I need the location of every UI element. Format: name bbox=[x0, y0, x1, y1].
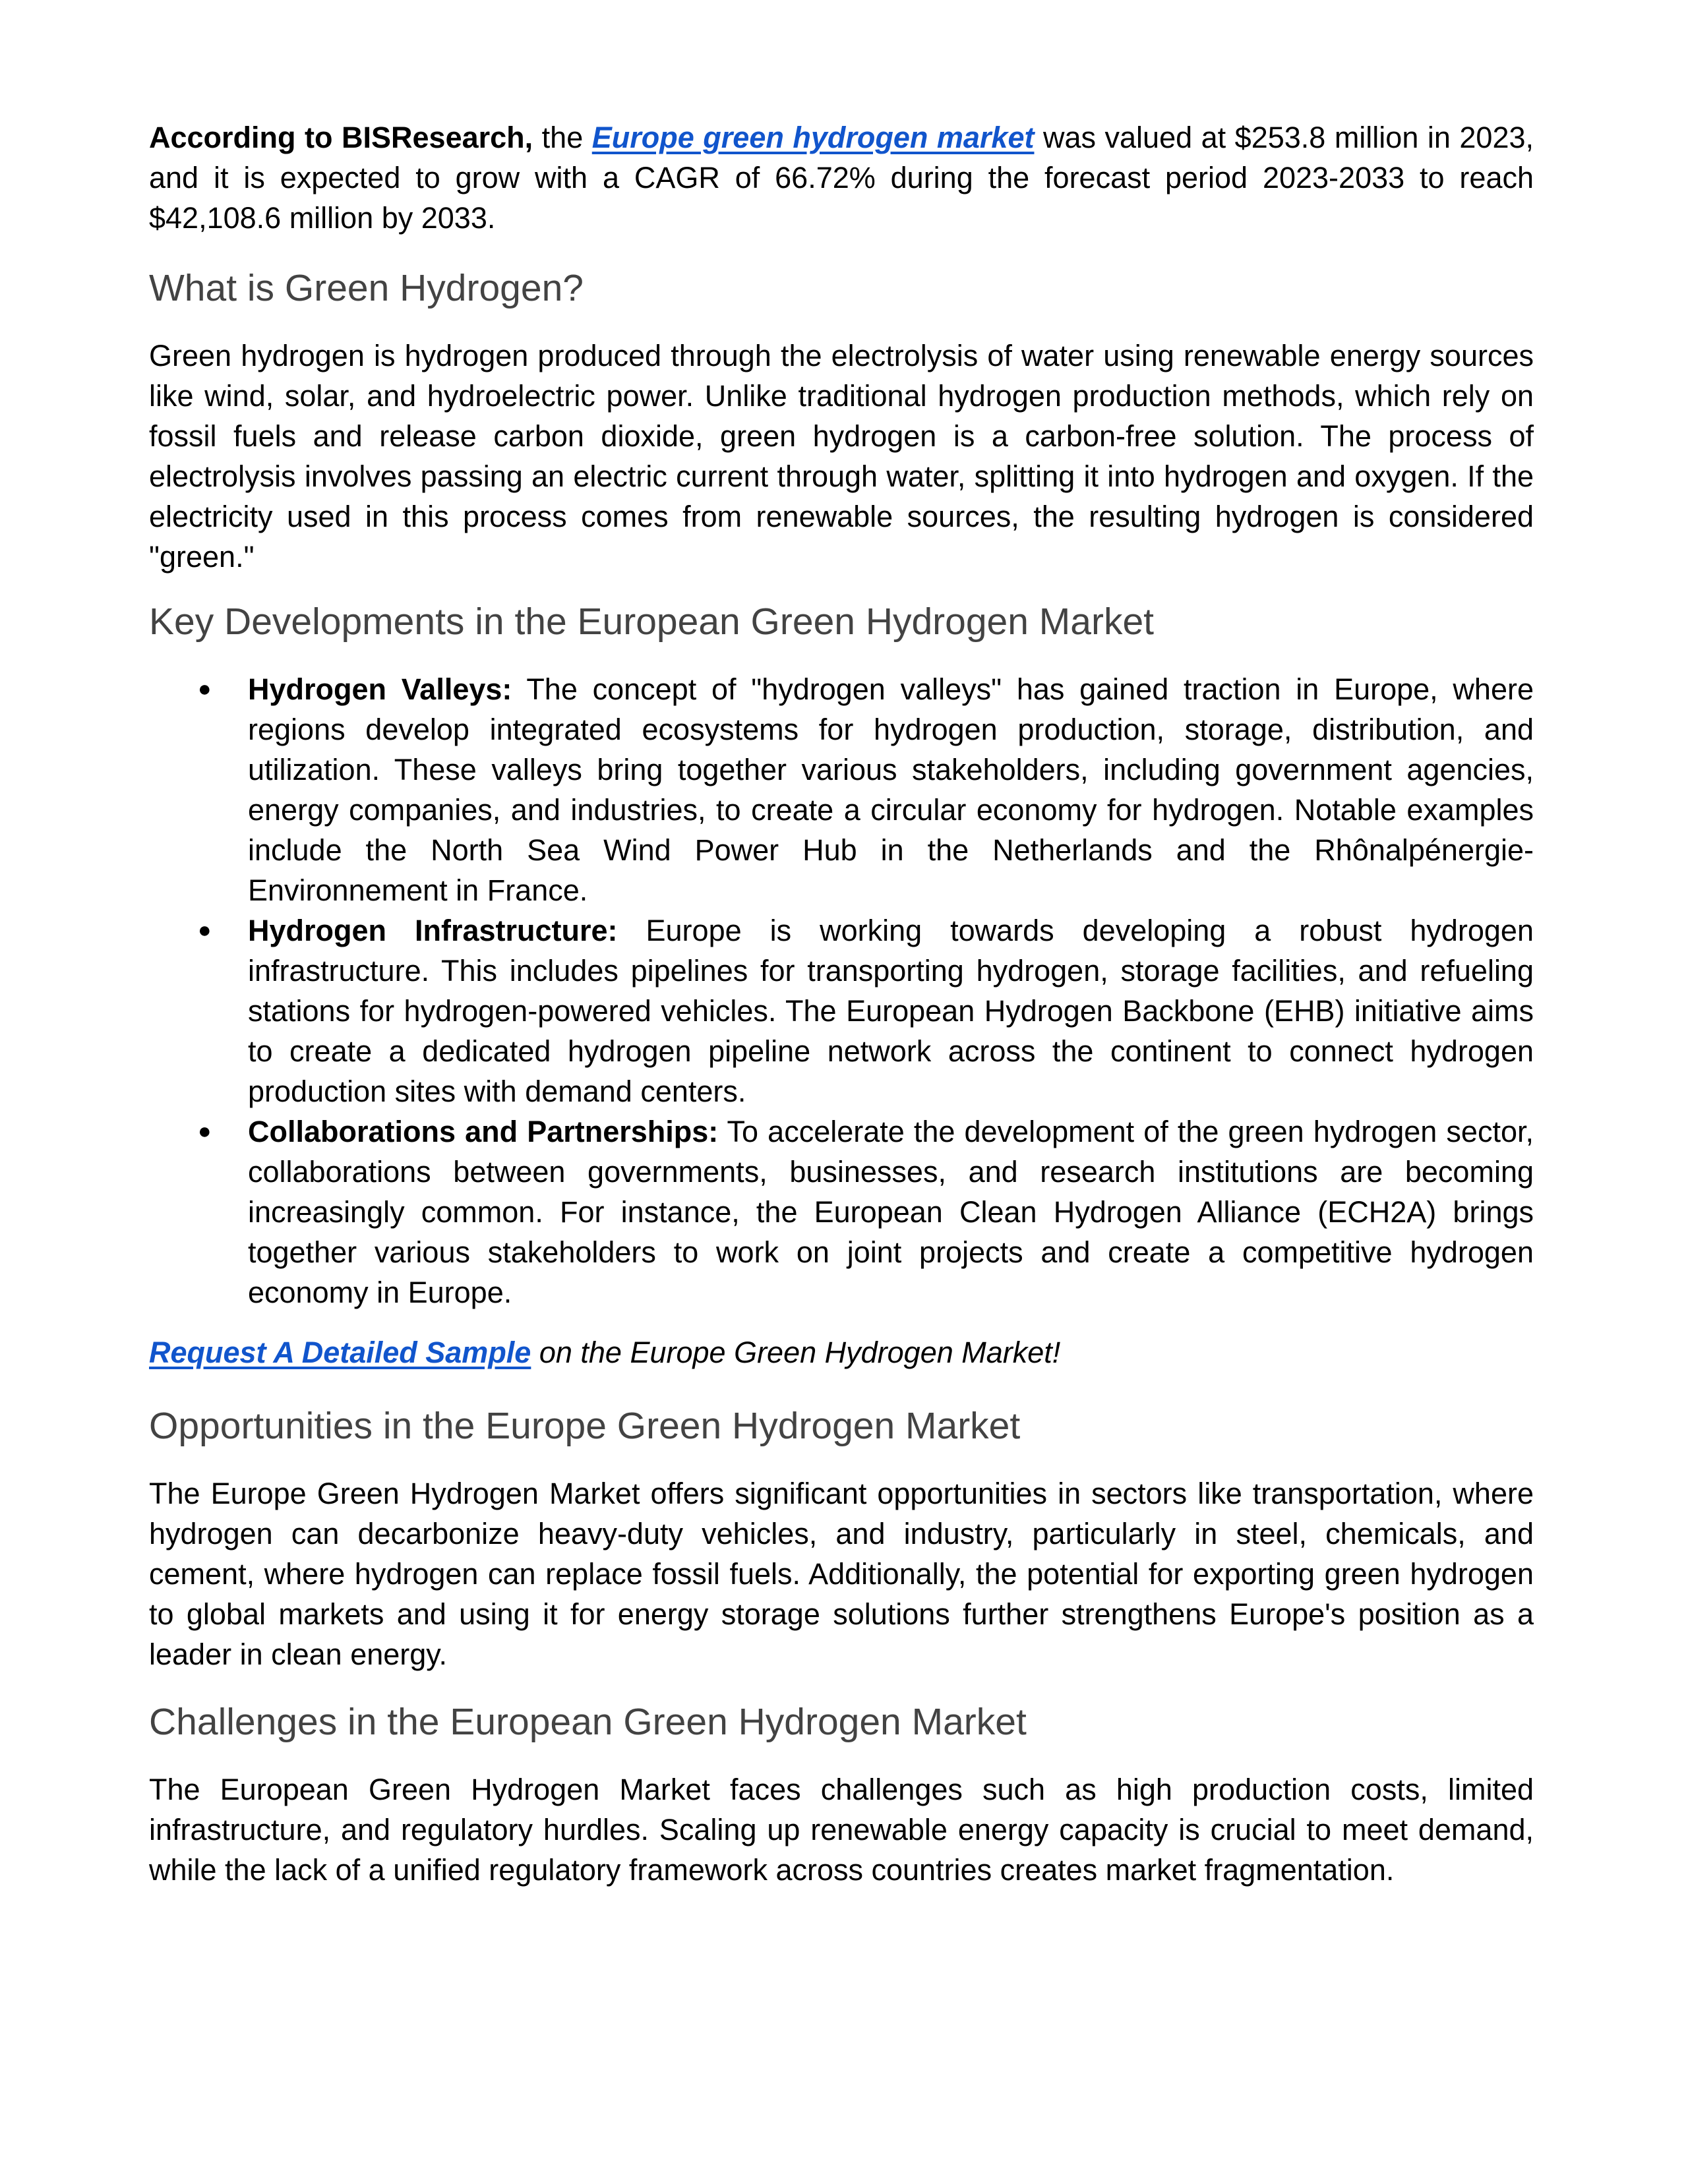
intro-pre-link: the bbox=[533, 121, 592, 154]
challenges-paragraph: The European Green Hydrogen Market faces challenges such as high production costs, limited infrastructure, and regulatory hurdles. Scaling up renewable energy capacity is crucial to meet demand, while the lack of a unified regulatory framework across countries creates market fragmentation. bbox=[149, 1773, 1534, 1887]
intro-post-link: was valued at $253.8 million in 2023, and it is expected to grow with a CAGR of 66.72% during the forecast period 2023-2033 to reach $42,108.6 million by 2033. bbox=[149, 121, 1534, 235]
opportunities-paragraph: The Europe Green Hydrogen Market offers significant opportunities in sectors like transportation, where hydrogen can decarbonize heavy-duty vehicles, and industry, particularly in steel, chemicals, and cement, where hydrogen can replace fossil fuels. Additionally, the potential for exporting green hydrogen to global markets and using it for energy storage solutions further strengthens Europe's position as a leader in clean energy. bbox=[149, 1477, 1534, 1671]
list-item-title: Collaborations and Partnerships: bbox=[248, 1115, 719, 1148]
sample-request-rest: on the Europe Green Hydrogen Market! bbox=[531, 1336, 1061, 1369]
list-item-title: Hydrogen Valleys: bbox=[248, 672, 512, 706]
what-is-heading: What is Green Hydrogen? bbox=[149, 267, 584, 309]
bullet-icon: ● bbox=[198, 918, 212, 943]
list-item-text: To accelerate the development of the green hydrogen sector, collaborations between governments, businesses, and research institutions are becoming increasingly common. For instance, the European Clean Hydrogen Alliance (ECH2A) brings together various stakeholders to work on joint projects and create a competitive hydrogen economy in Europe. bbox=[248, 1115, 1534, 1309]
list-item bbox=[198, 1111, 1534, 1313]
intro-source: According to BISResearch, bbox=[149, 121, 533, 154]
challenges-heading: Challenges in the European Green Hydrogen Market bbox=[149, 1701, 1027, 1743]
sample-request-line bbox=[149, 1332, 1534, 1372]
market-report-link[interactable]: Europe green hydrogen market bbox=[591, 121, 1035, 154]
opportunities-heading: Opportunities in the Europe Green Hydrogen Market bbox=[149, 1405, 1021, 1447]
list-item-text: Europe is working towards developing a robust hydrogen infrastructure. This includes pipelines for transporting hydrogen, storage facilities, and refueling stations for hydrogen-powered vehicles. The European Hydrogen Backbone (EHB) initiative aims to create a dedicated hydrogen pipeline network across the continent to connect hydrogen production sites with demand centers. bbox=[248, 914, 1534, 1108]
request-sample-link[interactable]: Request A Detailed Sample bbox=[149, 1336, 531, 1369]
bullet-icon: ● bbox=[198, 676, 212, 701]
bullet-icon: ● bbox=[198, 1119, 212, 1144]
list-item-text: The concept of "hydrogen valleys" has gained traction in Europe, where regions develop integrated ecosystems for hydrogen production, storage, distribution, and utilization. These valleys bring together various stakeholders, including government agencies, energy companies, and industries, to create a circular economy for hydrogen. Notable examples include the North Sea Wind Power Hub in the Netherlands and the Rhônalpénergie-Environnement in France. bbox=[248, 672, 1534, 907]
list-item bbox=[198, 910, 1534, 1111]
list-item-title: Hydrogen Infrastructure: bbox=[248, 914, 618, 947]
key-developments-list bbox=[149, 669, 1534, 1313]
list-item bbox=[198, 669, 1534, 910]
intro-paragraph bbox=[149, 117, 1534, 238]
key-developments-heading: Key Developments in the European Green Hydrogen Market bbox=[149, 601, 1154, 643]
what-is-paragraph: Green hydrogen is hydrogen produced through the electrolysis of water using renewable energy sources like wind, solar, and hydroelectric power. Unlike traditional hydrogen production methods, which rely on fossil fuels and release carbon dioxide, green hydrogen is a carbon-free solution. The process of electrolysis involves passing an electric current through water, splitting it into hydrogen and oxygen. If the electricity used in this process comes from renewable sources, the resulting hydrogen is considered "green." bbox=[149, 339, 1534, 574]
